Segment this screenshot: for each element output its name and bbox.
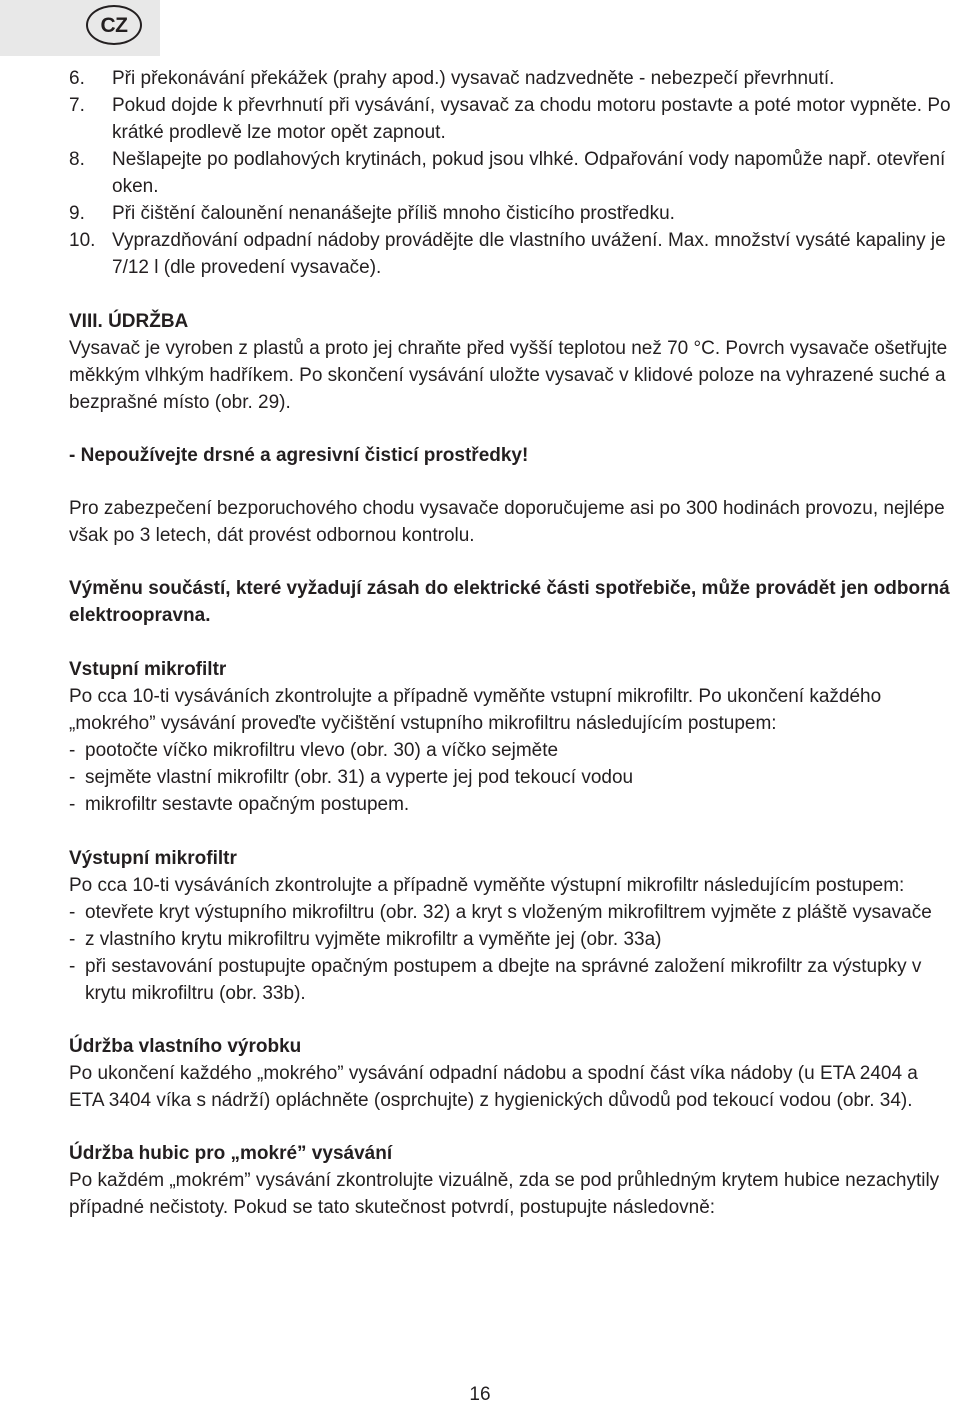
item-number: 6.	[69, 68, 85, 89]
maintenance-heading: VIII. ÚDRŽBA	[69, 311, 189, 332]
product-care-text: Po ukončení každého „mokrého” vysávání odpadní nádobu a spodní část víka nádoby (u ETA 2404 a ETA 3404 víka s nádrží) opláchněte (osprchujte) z hygienických důvodů pod tekoucí vodou (obr. 34).	[69, 1063, 918, 1111]
list-item: - sejměte vlastní mikrofiltr (obr. 31) a vyperte jej pod tekoucí vodou	[69, 767, 634, 788]
list-item	[69, 92, 954, 146]
item-text: Při čištění čalounění nenanášejte příliš mnoho čisticího prostředku.	[112, 203, 675, 224]
list-item: - pootočte víčko mikrofiltru vlevo (obr. 30) a víčko sejměte	[69, 740, 559, 761]
list-item	[69, 200, 954, 227]
input-filter-heading: Vstupní mikrofiltr	[69, 659, 227, 680]
item-number: 8.	[69, 149, 85, 170]
output-filter-heading: Výstupní mikrofiltr	[69, 848, 237, 869]
page-number: 16	[469, 1384, 491, 1405]
item-number: 7.	[69, 95, 85, 116]
nozzle-care-text: Po každém „mokrém” vysávání zkontrolujte vizuálně, zda se pod průhledným krytem hubice nezachytily případné nečistoty. Pokud se tato skutečnost potvrdí, postupujte následovně:	[69, 1170, 940, 1218]
item-number: 10.	[69, 230, 96, 251]
warning-text: - Nepoužívejte drsné a agresivní čisticí prostředky!	[69, 445, 529, 466]
service-note: Pro zabezpečení bezporuchového chodu vysavače doporučujeme asi po 300 hodinách provozu, nejlépe však po 3 letech, dát provést odbornou kontrolu.	[69, 498, 945, 546]
item-text: Nešlapejte po podlahových krytinách, pokud jsou vlhké. Odpařování vody napomůže např. otevření oken.	[112, 149, 946, 197]
page-content	[69, 65, 954, 1221]
list-item	[69, 65, 954, 92]
item-text: Vyprazdňování odpadní nádoby provádějte dle vlastního uvážení. Max. množství vysáté kapaliny je 7/12 l (dle provedení vysavače).	[112, 230, 946, 278]
output-filter-intro: Po cca 10-ti vysáváních zkontrolujte a případně vyměňte výstupní mikrofiltr následujícím postupem:	[69, 875, 905, 896]
item-text: Pokud dojde k převrhnutí při vysávání, vysavač za chodu motoru postavte a poté motor vypněte. Po krátké prodlevě lze motor opět zapnout.	[112, 95, 951, 143]
language-badge: CZ	[86, 5, 142, 45]
maintenance-intro: Vysavač je vyroben z plastů a proto jej chraňte před vyšší teplotou než 70 °C. Povrch vysavače ošetřujte měkkým vlhkým hadříkem. Po skončení vysávání uložte vysavač v klidové poloze na vyhrazené suché a bezprašné místo (obr. 29).	[69, 338, 948, 413]
input-filter-steps	[69, 737, 954, 818]
repair-note: Výměnu součástí, které vyžadují zásah do elektrické části spotřebiče, může provádět jen odborná elektroopravna.	[69, 578, 950, 626]
list-item: - z vlastního krytu mikrofiltru vyjměte mikrofiltr a vyměňte jej (obr. 33a)	[69, 929, 662, 950]
list-item	[69, 146, 954, 200]
item-number: 9.	[69, 203, 85, 224]
numbered-list	[69, 65, 954, 281]
nozzle-care-heading: Údržba hubic pro „mokré” vysávání	[69, 1143, 393, 1164]
list-item: - při sestavování postupujte opačným postupem a dbejte na správné založení mikrofiltr za výstupky v krytu mikrofiltru (obr. 33b).	[69, 956, 922, 1004]
list-item: - mikrofiltr sestavte opačným postupem.	[69, 794, 410, 815]
product-care-heading: Údržba vlastního výrobku	[69, 1036, 302, 1057]
item-text: Při překonávání překážek (prahy apod.) vysavač nadzvedněte - nebezpečí převrhnutí.	[112, 68, 835, 89]
language-badge-box	[0, 0, 160, 56]
list-item: - otevřete kryt výstupního mikrofiltru (obr. 32) a kryt s vloženým mikrofiltrem vyjměte z pláště vysavače	[69, 902, 932, 923]
input-filter-intro: Po cca 10-ti vysáváních zkontrolujte a případně vyměňte vstupní mikrofiltr. Po ukončení každého „mokrého” vysávání proveďte vyčištění vstupního mikrofiltru následujícím postupem:	[69, 686, 882, 734]
list-item	[69, 227, 954, 281]
output-filter-steps	[69, 899, 954, 1007]
